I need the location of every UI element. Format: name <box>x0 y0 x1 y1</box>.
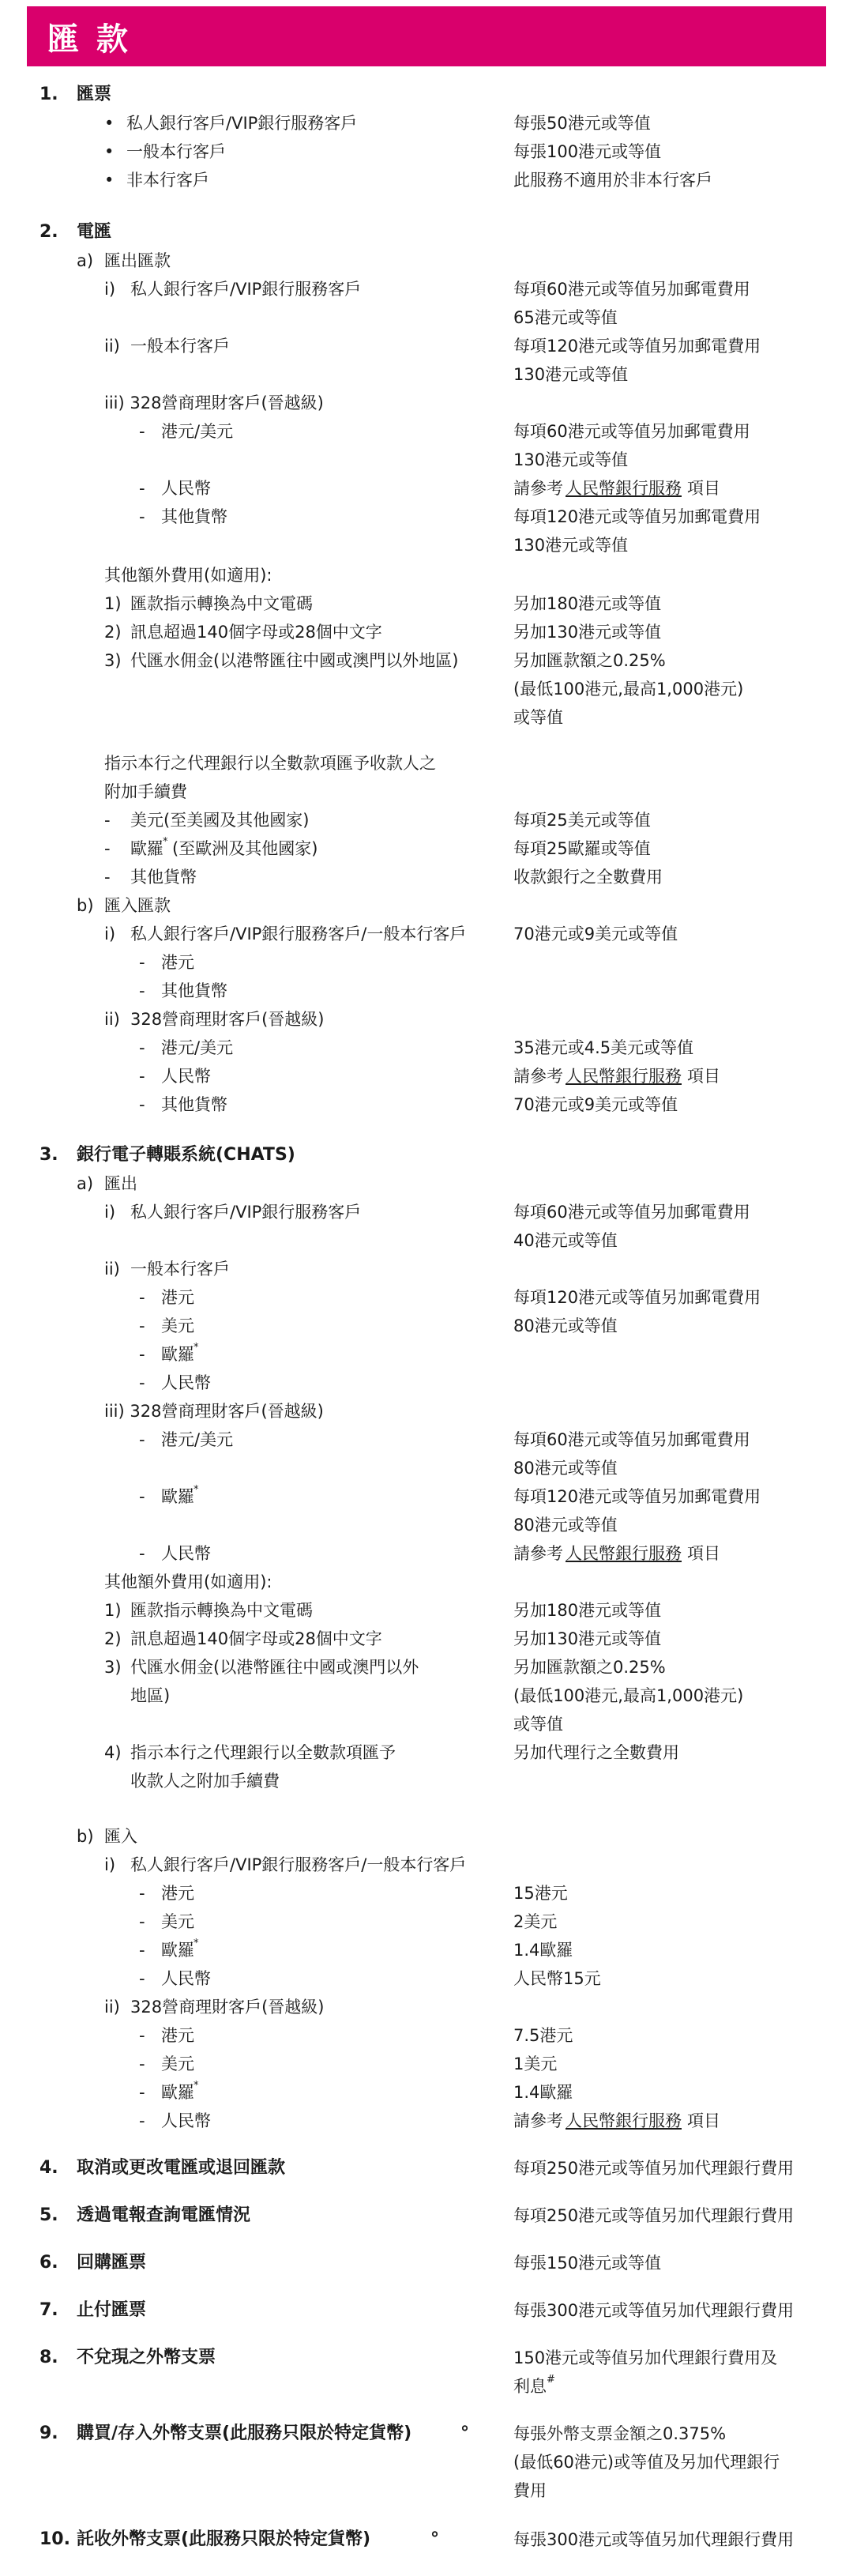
row-text: 328營商理財客戶(晉越級) <box>130 1998 325 2017</box>
fee-text: 1.4歐羅 <box>513 2083 573 2102</box>
fee-text: 每項120港元或等值另加郵電費用 <box>513 1288 761 1307</box>
row-text: 4) <box>104 1743 122 1762</box>
row-text: 3) <box>104 1658 122 1677</box>
fee-row <box>0 1568 853 1596</box>
row-text: 港元 <box>161 953 194 972</box>
section-title: 託收外幣支票(此服務只限於特定貨幣) <box>77 2529 371 2549</box>
row-text: a) <box>77 251 94 270</box>
fee-text: 每張100港元或等值 <box>513 142 662 161</box>
bullet-icon <box>104 109 114 137</box>
row-text: 其他額外費用(如適用): <box>104 1572 272 1591</box>
fee-row <box>0 1596 853 1625</box>
row-text: 非本行客戶 <box>126 171 209 190</box>
bullet-icon <box>104 166 114 194</box>
fee-row <box>0 2201 853 2230</box>
fee-text: 70港元或9美元或等值 <box>513 1095 678 1114</box>
row-text: 指示本行之代理銀行以全數款項匯予 <box>130 1743 396 1762</box>
row-text: 收款人之附加手續費 <box>130 1772 280 1791</box>
row-text: i) <box>104 1203 116 1222</box>
fee-text: 每張150港元或等值 <box>513 2254 662 2273</box>
fee-row <box>0 1198 853 1226</box>
fee-row <box>0 2050 853 2078</box>
row-text: 其他額外費用(如適用): <box>104 566 272 585</box>
fee-row <box>0 2372 853 2401</box>
fee-row <box>0 1710 853 1738</box>
fee-text: 另加代理行之全數費用 <box>513 1743 679 1762</box>
fee-text: 項目 <box>687 1544 720 1563</box>
fee-row <box>0 503 853 531</box>
fee-row <box>0 1822 853 1851</box>
fee-row <box>0 166 853 194</box>
row-text: 歐羅 <box>161 1941 194 1960</box>
fee-row <box>0 589 853 618</box>
fee-row <box>0 2296 853 2325</box>
fee-row <box>0 389 853 417</box>
fee-row <box>0 1738 853 1767</box>
row-text: 港元 <box>161 1288 194 1307</box>
fee-row <box>0 417 853 446</box>
fee-text: 80港元或等值 <box>513 1459 618 1478</box>
fee-text: 65港元或等值 <box>513 308 618 327</box>
footnote-marker: * <box>194 2080 199 2092</box>
section-number: 4. <box>39 2158 58 2178</box>
row-text: - <box>139 1038 145 1057</box>
fee-row <box>0 863 853 891</box>
row-text: 人民幣 <box>161 479 211 498</box>
row-text: 訊息超過140個字母或28個中文字 <box>130 623 382 642</box>
fee-text: 另加180港元或等值 <box>513 594 662 613</box>
fee-text: 項目 <box>687 479 720 498</box>
section-title: 取消或更改電匯或退回匯款 <box>77 2158 286 2178</box>
fee-row <box>0 2249 853 2277</box>
row-text: 私人銀行客戶/VIP銀行服務客戶 <box>126 114 358 133</box>
fee-text: 人民幣15元 <box>513 1969 601 1988</box>
fee-text: 或等值 <box>513 1715 563 1734</box>
section-title: 匯票 <box>77 85 112 104</box>
fee-row <box>0 1539 853 1568</box>
fee-row <box>0 1454 853 1482</box>
row-text: i) <box>104 280 116 299</box>
footnote-marker: * <box>194 1342 199 1354</box>
row-text: ii) <box>104 1260 120 1279</box>
row-text: - <box>139 1288 145 1307</box>
fee-text: 每張300港元或等值另加代理銀行費用 <box>513 2301 795 2320</box>
fee-text: 請參考 <box>513 479 563 498</box>
fee-row <box>0 1283 853 1312</box>
row-text: 附加手續費 <box>104 782 187 801</box>
row-text: - <box>139 2054 145 2073</box>
row-text: 私人銀行客戶/VIP銀行服務客戶 <box>130 1203 362 1222</box>
section-title: ° <box>430 2529 439 2549</box>
row-text: ii) <box>104 1998 120 2017</box>
fee-row <box>0 1936 853 1964</box>
section-number: 3. <box>39 1145 58 1165</box>
fee-row <box>0 137 853 166</box>
row-text: - <box>139 1487 145 1506</box>
row-text: 一般本行客戶 <box>130 1260 230 1279</box>
fee-text: 請參考 <box>513 1067 563 1086</box>
fee-row <box>0 360 853 389</box>
row-text: 一般本行客戶 <box>126 142 226 161</box>
row-text: 私人銀行客戶/VIP銀行服務客戶 <box>130 280 362 299</box>
row-text: 匯款指示轉換為中文電碼 <box>130 594 313 613</box>
fee-row <box>0 247 853 275</box>
row-text: 匯出 <box>104 1174 137 1193</box>
row-text: - <box>139 479 145 498</box>
section-number: 9. <box>39 2423 58 2443</box>
fee-text: 80港元或等值 <box>513 1516 618 1535</box>
row-text: i) <box>104 1855 116 1874</box>
fee-text: 每項25歐羅或等值 <box>513 839 651 858</box>
fee-row <box>0 1340 853 1369</box>
row-text: 2) <box>104 623 122 642</box>
section-number: 5. <box>39 2205 58 2225</box>
fee-row <box>0 1964 853 1993</box>
row-text: 地區) <box>130 1686 171 1705</box>
fee-text: 80港元或等值 <box>513 1316 618 1335</box>
row-text: 2) <box>104 1629 122 1648</box>
fee-text: 每項60港元或等值另加郵電費用 <box>513 422 750 441</box>
fee-row <box>0 1062 853 1090</box>
row-text: 歐羅 <box>161 1345 194 1364</box>
row-text: a) <box>77 1174 94 1193</box>
fee-text: 請參考 <box>513 2111 563 2130</box>
section-number: 8. <box>39 2348 58 2367</box>
row-text: iii) 328營商理財客戶(晉越級) <box>104 394 324 412</box>
fee-row <box>0 1879 853 1908</box>
fee-row <box>0 1653 853 1682</box>
fee-row <box>0 1312 853 1340</box>
section-title: 銀行電子轉賬系統(CHATS) <box>77 1145 295 1165</box>
section-number: 1. <box>39 85 58 104</box>
row-text: 美元 <box>161 1912 194 1931</box>
fee-row <box>0 218 853 247</box>
fee-row <box>0 2078 853 2107</box>
fee-row <box>0 2448 853 2476</box>
row-text: - <box>139 1316 145 1335</box>
fee-text: 每張300港元或等值另加代理銀行費用 <box>513 2530 795 2549</box>
row-text: - <box>139 1941 145 1960</box>
footnote-marker: # <box>547 2374 555 2386</box>
row-text: 匯出匯款 <box>104 251 171 270</box>
section-title: 購買/存入外幣支票(此服務只限於特定貨幣) <box>77 2423 412 2443</box>
row-text: i) <box>104 925 116 943</box>
fee-text: 每張50港元或等值 <box>513 114 651 133</box>
fee-row <box>0 1369 853 1397</box>
fee-row <box>0 618 853 646</box>
row-text: 私人銀行客戶/VIP銀行服務客戶/一般本行客戶 <box>130 925 467 943</box>
fee-text: 每項250港元或等值另加代理銀行費用 <box>513 2206 795 2225</box>
fee-row <box>0 2344 853 2372</box>
fee-text: 每項250港元或等值另加代理銀行費用 <box>513 2159 795 2178</box>
fee-row <box>0 806 853 834</box>
row-text: 1) <box>104 1601 122 1620</box>
row-text: 人民幣 <box>161 1544 211 1563</box>
row-text: 3) <box>104 651 122 670</box>
row-text: - <box>139 981 145 1000</box>
fee-text: 收款銀行之全數費用 <box>513 868 663 887</box>
row-text: 人民幣 <box>161 1969 211 1988</box>
page-title: 匯 款 <box>47 21 131 58</box>
section-number: 7. <box>39 2300 58 2320</box>
row-text: 美元 <box>161 2054 194 2073</box>
row-text: b) <box>77 1827 94 1846</box>
fee-row <box>0 703 853 732</box>
footnote-marker: * <box>194 1938 199 1949</box>
fee-row <box>0 1682 853 1710</box>
fee-row <box>0 1141 853 1169</box>
row-text: 人民幣 <box>161 1373 211 1392</box>
row-text: 其他貨幣 <box>161 981 227 1000</box>
row-text: 港元 <box>161 1884 194 1903</box>
row-text: 代匯水佣金(以港幣匯往中國或澳門以外地區) <box>130 651 459 670</box>
row-text: 匯款指示轉換為中文電碼 <box>130 1601 313 1620</box>
fee-row <box>0 1851 853 1879</box>
rmb-services-link[interactable]: 人民幣銀行服務 <box>566 479 682 498</box>
row-text: b) <box>77 896 94 915</box>
fee-row <box>0 948 853 977</box>
row-text: iii) 328營商理財客戶(晉越級) <box>104 1402 324 1421</box>
fee-row <box>0 2154 853 2182</box>
row-text: 一般本行客戶 <box>130 337 230 356</box>
footnote-marker: * <box>163 836 168 848</box>
fee-row <box>0 2107 853 2135</box>
fee-text: 項目 <box>687 2111 720 2130</box>
fee-text: 費用 <box>513 2481 547 2500</box>
fee-row <box>0 446 853 474</box>
fee-row <box>0 646 853 675</box>
fee-text: 另加匯款額之0.25% <box>513 651 666 670</box>
fee-row <box>0 474 853 503</box>
fee-row <box>0 1908 853 1936</box>
fee-row <box>0 1482 853 1511</box>
fee-row <box>0 749 853 778</box>
row-text: - <box>139 1430 145 1449</box>
fee-row <box>0 1767 853 1795</box>
row-text: 人民幣 <box>161 1067 211 1086</box>
fee-text: 1美元 <box>513 2054 558 2073</box>
fee-row <box>0 977 853 1005</box>
row-text: - <box>139 953 145 972</box>
fee-text: 1.4歐羅 <box>513 1941 573 1960</box>
fee-text: 另加130港元或等值 <box>513 1629 662 1648</box>
row-text: 指示本行之代理銀行以全數款項匯予收款人之 <box>104 754 436 773</box>
fee-row <box>0 275 853 303</box>
row-text: 訊息超過140個字母或28個中文字 <box>130 1629 382 1648</box>
row-text: 美元(至美國及其他國家) <box>130 811 310 830</box>
row-text: 港元/美元 <box>161 422 234 441</box>
row-text: - <box>139 1373 145 1392</box>
bullet-icon <box>104 137 114 166</box>
row-text: - <box>139 1884 145 1903</box>
fee-text: 每項120港元或等值另加郵電費用 <box>513 1487 761 1506</box>
footnote-marker: * <box>194 1484 199 1496</box>
fee-row <box>0 109 853 137</box>
rmb-services-link[interactable]: 人民幣銀行服務 <box>566 1544 682 1563</box>
row-text: - <box>139 2111 145 2130</box>
row-text: 其他貨幣 <box>130 868 197 887</box>
fee-text: 另加180港元或等值 <box>513 1601 662 1620</box>
row-text: 其他貨幣 <box>161 507 227 526</box>
fee-text: 利息 <box>513 2377 547 2396</box>
fee-row <box>0 1625 853 1653</box>
row-text: 1) <box>104 594 122 613</box>
row-text: ii) <box>104 337 120 356</box>
row-text: - <box>139 422 145 441</box>
section-title: ° <box>460 2423 469 2443</box>
fee-row <box>0 303 853 332</box>
row-text: - <box>139 2026 145 2045</box>
fee-row <box>0 1511 853 1539</box>
fee-row <box>0 561 853 589</box>
row-text: - <box>139 1345 145 1364</box>
row-text: ii) <box>104 1010 120 1029</box>
row-text: (至歐洲及其他國家) <box>172 839 318 858</box>
row-text: 代匯水佣金(以港幣匯往中國或澳門以外 <box>130 1658 419 1677</box>
fee-row <box>0 332 853 360</box>
section-number: 2. <box>39 222 58 242</box>
row-text: 匯入 <box>104 1827 137 1846</box>
fee-text: (最低100港元,最高1,000港元) <box>513 1686 744 1705</box>
fee-row <box>0 1169 853 1198</box>
fee-row <box>0 778 853 806</box>
row-text: - <box>139 1969 145 1988</box>
fee-row <box>0 2021 853 2050</box>
fee-text: 每項60港元或等值另加郵電費用 <box>513 280 750 299</box>
fee-text: 2美元 <box>513 1912 558 1931</box>
fee-text: 70港元或9美元或等值 <box>513 925 678 943</box>
row-text: 人民幣 <box>161 2111 211 2130</box>
fee-row <box>0 675 853 703</box>
row-text: - <box>139 1067 145 1086</box>
row-text: - <box>139 2083 145 2102</box>
fee-text: 40港元或等值 <box>513 1231 618 1250</box>
fee-row <box>0 1005 853 1034</box>
fee-text: 每項60港元或等值另加郵電費用 <box>513 1430 750 1449</box>
fee-row <box>0 891 853 920</box>
row-text: 美元 <box>161 1316 194 1335</box>
row-text: - <box>139 1544 145 1563</box>
fee-text: 請參考 <box>513 1544 563 1563</box>
row-text: 匯入匯款 <box>104 896 171 915</box>
fee-text: 此服務不適用於非本行客戶 <box>513 171 712 190</box>
row-text: - <box>104 868 111 887</box>
fee-row <box>0 1397 853 1425</box>
section-number: 10. <box>39 2529 70 2549</box>
row-text: 其他貨幣 <box>161 1095 227 1114</box>
row-text: 港元 <box>161 2026 194 2045</box>
row-text: - <box>104 811 111 830</box>
fee-row <box>0 920 853 948</box>
row-text: 歐羅 <box>130 839 163 858</box>
section-number: 6. <box>39 2253 58 2273</box>
rmb-services-link[interactable]: 人民幣銀行服務 <box>566 1067 682 1086</box>
fee-row <box>0 834 853 863</box>
row-text: 歐羅 <box>161 1487 194 1506</box>
fee-text: 項目 <box>687 1067 720 1086</box>
section-title: 透過電報查詢電匯情況 <box>77 2205 251 2225</box>
row-text: - <box>104 839 111 858</box>
fee-text: (最低60港元)或等值及另加代理銀行 <box>513 2453 780 2472</box>
fee-row <box>0 2525 853 2554</box>
fee-row <box>0 1425 853 1454</box>
fee-text: 7.5港元 <box>513 2026 573 2045</box>
fee-text: 每張外幣支票金額之0.375% <box>513 2424 727 2443</box>
fee-row <box>0 1034 853 1062</box>
row-text: 328營商理財客戶(晉越級) <box>130 1010 325 1029</box>
fee-text: (最低100港元,最高1,000港元) <box>513 680 744 699</box>
fee-text: 每項120港元或等值另加郵電費用 <box>513 507 761 526</box>
fee-text: 35港元或4.5美元或等值 <box>513 1038 694 1057</box>
section-title: 電匯 <box>77 222 112 242</box>
fee-row <box>0 531 853 559</box>
fee-text: 每項25美元或等值 <box>513 811 651 830</box>
section-title: 止付匯票 <box>77 2300 147 2320</box>
fee-text: 130港元或等值 <box>513 365 629 384</box>
row-text: 歐羅 <box>161 2083 194 2102</box>
fee-text: 每項120港元或等值另加郵電費用 <box>513 337 761 356</box>
fee-row <box>0 2420 853 2448</box>
fee-text: 另加匯款額之0.25% <box>513 1658 666 1677</box>
row-text: - <box>139 507 145 526</box>
fee-text: 150港元或等值另加代理銀行費用及 <box>513 2348 778 2367</box>
fee-text: 每項60港元或等值另加郵電費用 <box>513 1203 750 1222</box>
fee-text: 另加130港元或等值 <box>513 623 662 642</box>
row-text: 私人銀行客戶/VIP銀行服務客戶/一般本行客戶 <box>130 1855 467 1874</box>
fee-text: 130港元或等值 <box>513 450 629 469</box>
row-text: 港元/美元 <box>161 1038 234 1057</box>
fee-text: 或等值 <box>513 708 563 727</box>
section-title: 不兌現之外幣支票 <box>77 2348 216 2367</box>
fee-row <box>0 1090 853 1119</box>
fee-row <box>0 1226 853 1255</box>
rmb-services-link[interactable]: 人民幣銀行服務 <box>566 2111 682 2130</box>
section-title: 回購匯票 <box>77 2253 147 2273</box>
fee-text: 130港元或等值 <box>513 536 629 555</box>
fee-row <box>0 1993 853 2021</box>
fee-row <box>0 81 853 109</box>
row-text: - <box>139 1095 145 1114</box>
fee-text: 15港元 <box>513 1884 568 1903</box>
row-text: 港元/美元 <box>161 1430 234 1449</box>
fee-row <box>0 2476 853 2505</box>
row-text: - <box>139 1912 145 1931</box>
fee-row <box>0 1255 853 1283</box>
